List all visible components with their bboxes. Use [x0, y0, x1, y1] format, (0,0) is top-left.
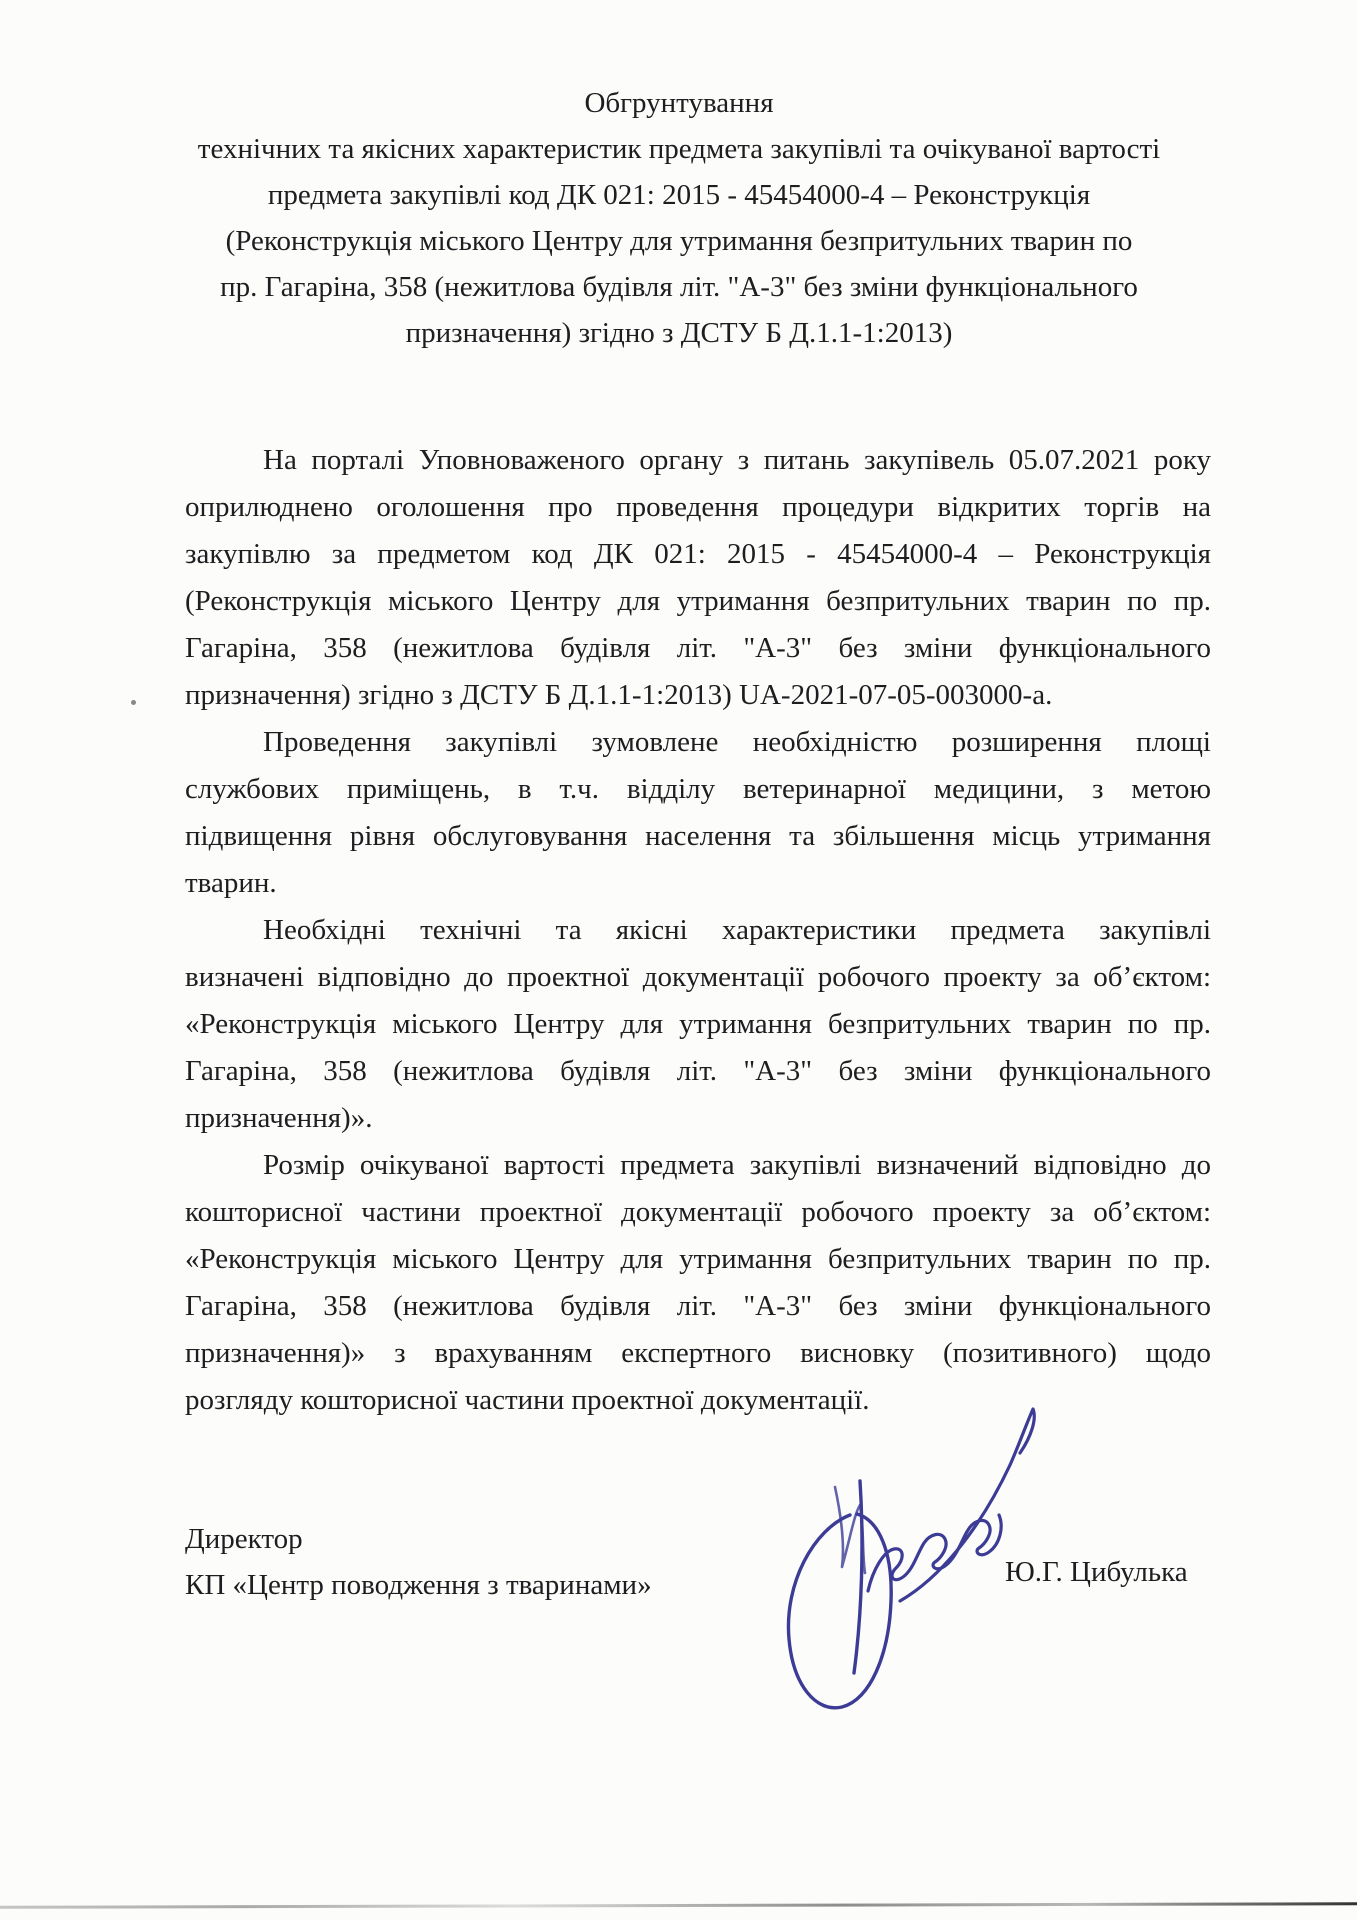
title-line-6: призначення) згідно з ДСТУ Б Д.1.1-1:2013) — [405, 317, 953, 349]
body-text-line: службових приміщень, в т.ч. відділу ветеринарної медицини, з метою — [185, 773, 1211, 805]
signatory-name: Ю.Г. Цибулька — [1005, 1556, 1188, 1588]
body-text-line: Гагаріна, 358 (нежитлова будівля літ. "А-3" без зміни функціонального — [185, 1290, 1211, 1322]
title-line-2: технічних та якісних характеристик предмета закупівлі та очікуваної вартості — [197, 133, 1161, 165]
title-line-5: пр. Гагаріна, 358 (нежитлова будівля літ. "А-3" без зміни функціонального — [220, 271, 1138, 303]
handwritten-signature — [752, 1393, 1052, 1725]
body-text-line: (Реконструкція міського Центру для утримання безпритульних тварин по пр. — [185, 585, 1211, 617]
signature-stroke-oval — [788, 1514, 891, 1708]
body-text-line: призначення)». — [185, 1102, 373, 1134]
paragraph-1 — [185, 437, 1211, 719]
body-text-line: кошторисної частини проектної документації робочого проекту за об’єктом: — [185, 1196, 1211, 1228]
body-text-line: Проведення закупівлі зумовлене необхідністю розширення площі — [263, 726, 1211, 758]
body-text-line: підвищення рівня обслуговування населення та збільшення місць утримання — [185, 820, 1211, 852]
body-text-line: визначені відповідно до проектної документації робочого проекту за об’єктом: — [185, 961, 1211, 993]
body-text-line: На порталі Уповноваженого органу з питань закупівель 05.07.2021 року — [263, 444, 1211, 476]
title-line-3: предмета закупівлі код ДК 021: 2015 - 45454000-4 – Реконструкція — [267, 179, 1091, 211]
scan-edge-artifact — [0, 1902, 1357, 1909]
signature-stroke-loops — [868, 1515, 1001, 1591]
signatory-role-line-1: Директор — [185, 1523, 303, 1555]
paragraph-4 — [185, 1142, 1211, 1424]
body-text-line: «Реконструкція міського Центру для утримання безпритульних тварин по пр. — [185, 1243, 1211, 1275]
body-text-line: тварин. — [185, 867, 277, 899]
paragraph-3 — [185, 907, 1211, 1142]
title-line-1: Обгрунтування — [584, 87, 774, 119]
paragraph-2 — [185, 719, 1211, 907]
title-line-4: (Реконструкція міського Центру для утримання безпритульних тварин по — [225, 225, 1133, 257]
body-text-line: Гагаріна, 358 (нежитлова будівля літ. "А-3" без зміни функціонального — [185, 632, 1211, 664]
body-text-line: розгляду кошторисної частини проектної документації. — [185, 1384, 870, 1416]
body-text-line: Необхідні технічні та якісні характеристики предмета закупівлі — [263, 914, 1211, 946]
scan-speckle — [131, 700, 136, 705]
signatory-role-line-2: КП «Центр поводження з тваринами» — [185, 1569, 652, 1601]
body-text-line: оприлюднено оголошення про проведення процедури відкритих торгів на — [185, 491, 1211, 523]
body-text-line: Розмір очікуваної вартості предмета закупівлі визначений відповідно до — [263, 1149, 1211, 1181]
body-text-line: Гагаріна, 358 (нежитлова будівля літ. "А-3" без зміни функціонального — [185, 1055, 1211, 1087]
signatory-role — [185, 1516, 652, 1608]
body-text-line: закупівлю за предметом код ДК 021: 2015 - 45454000-4 – Реконструкція — [185, 538, 1211, 570]
document-body — [185, 437, 1211, 1424]
document-title — [150, 80, 1208, 356]
body-text-line: призначення) згідно з ДСТУ Б Д.1.1-1:2013) UA-2021-07-05-003000-а. — [185, 679, 1053, 711]
body-text-line: «Реконструкція міського Центру для утримання безпритульних тварин по пр. — [185, 1008, 1211, 1040]
signature-stroke-flourish — [900, 1409, 1034, 1601]
body-text-line: призначення)» з врахуванням експертного висновку (позитивного) щодо — [185, 1337, 1211, 1369]
